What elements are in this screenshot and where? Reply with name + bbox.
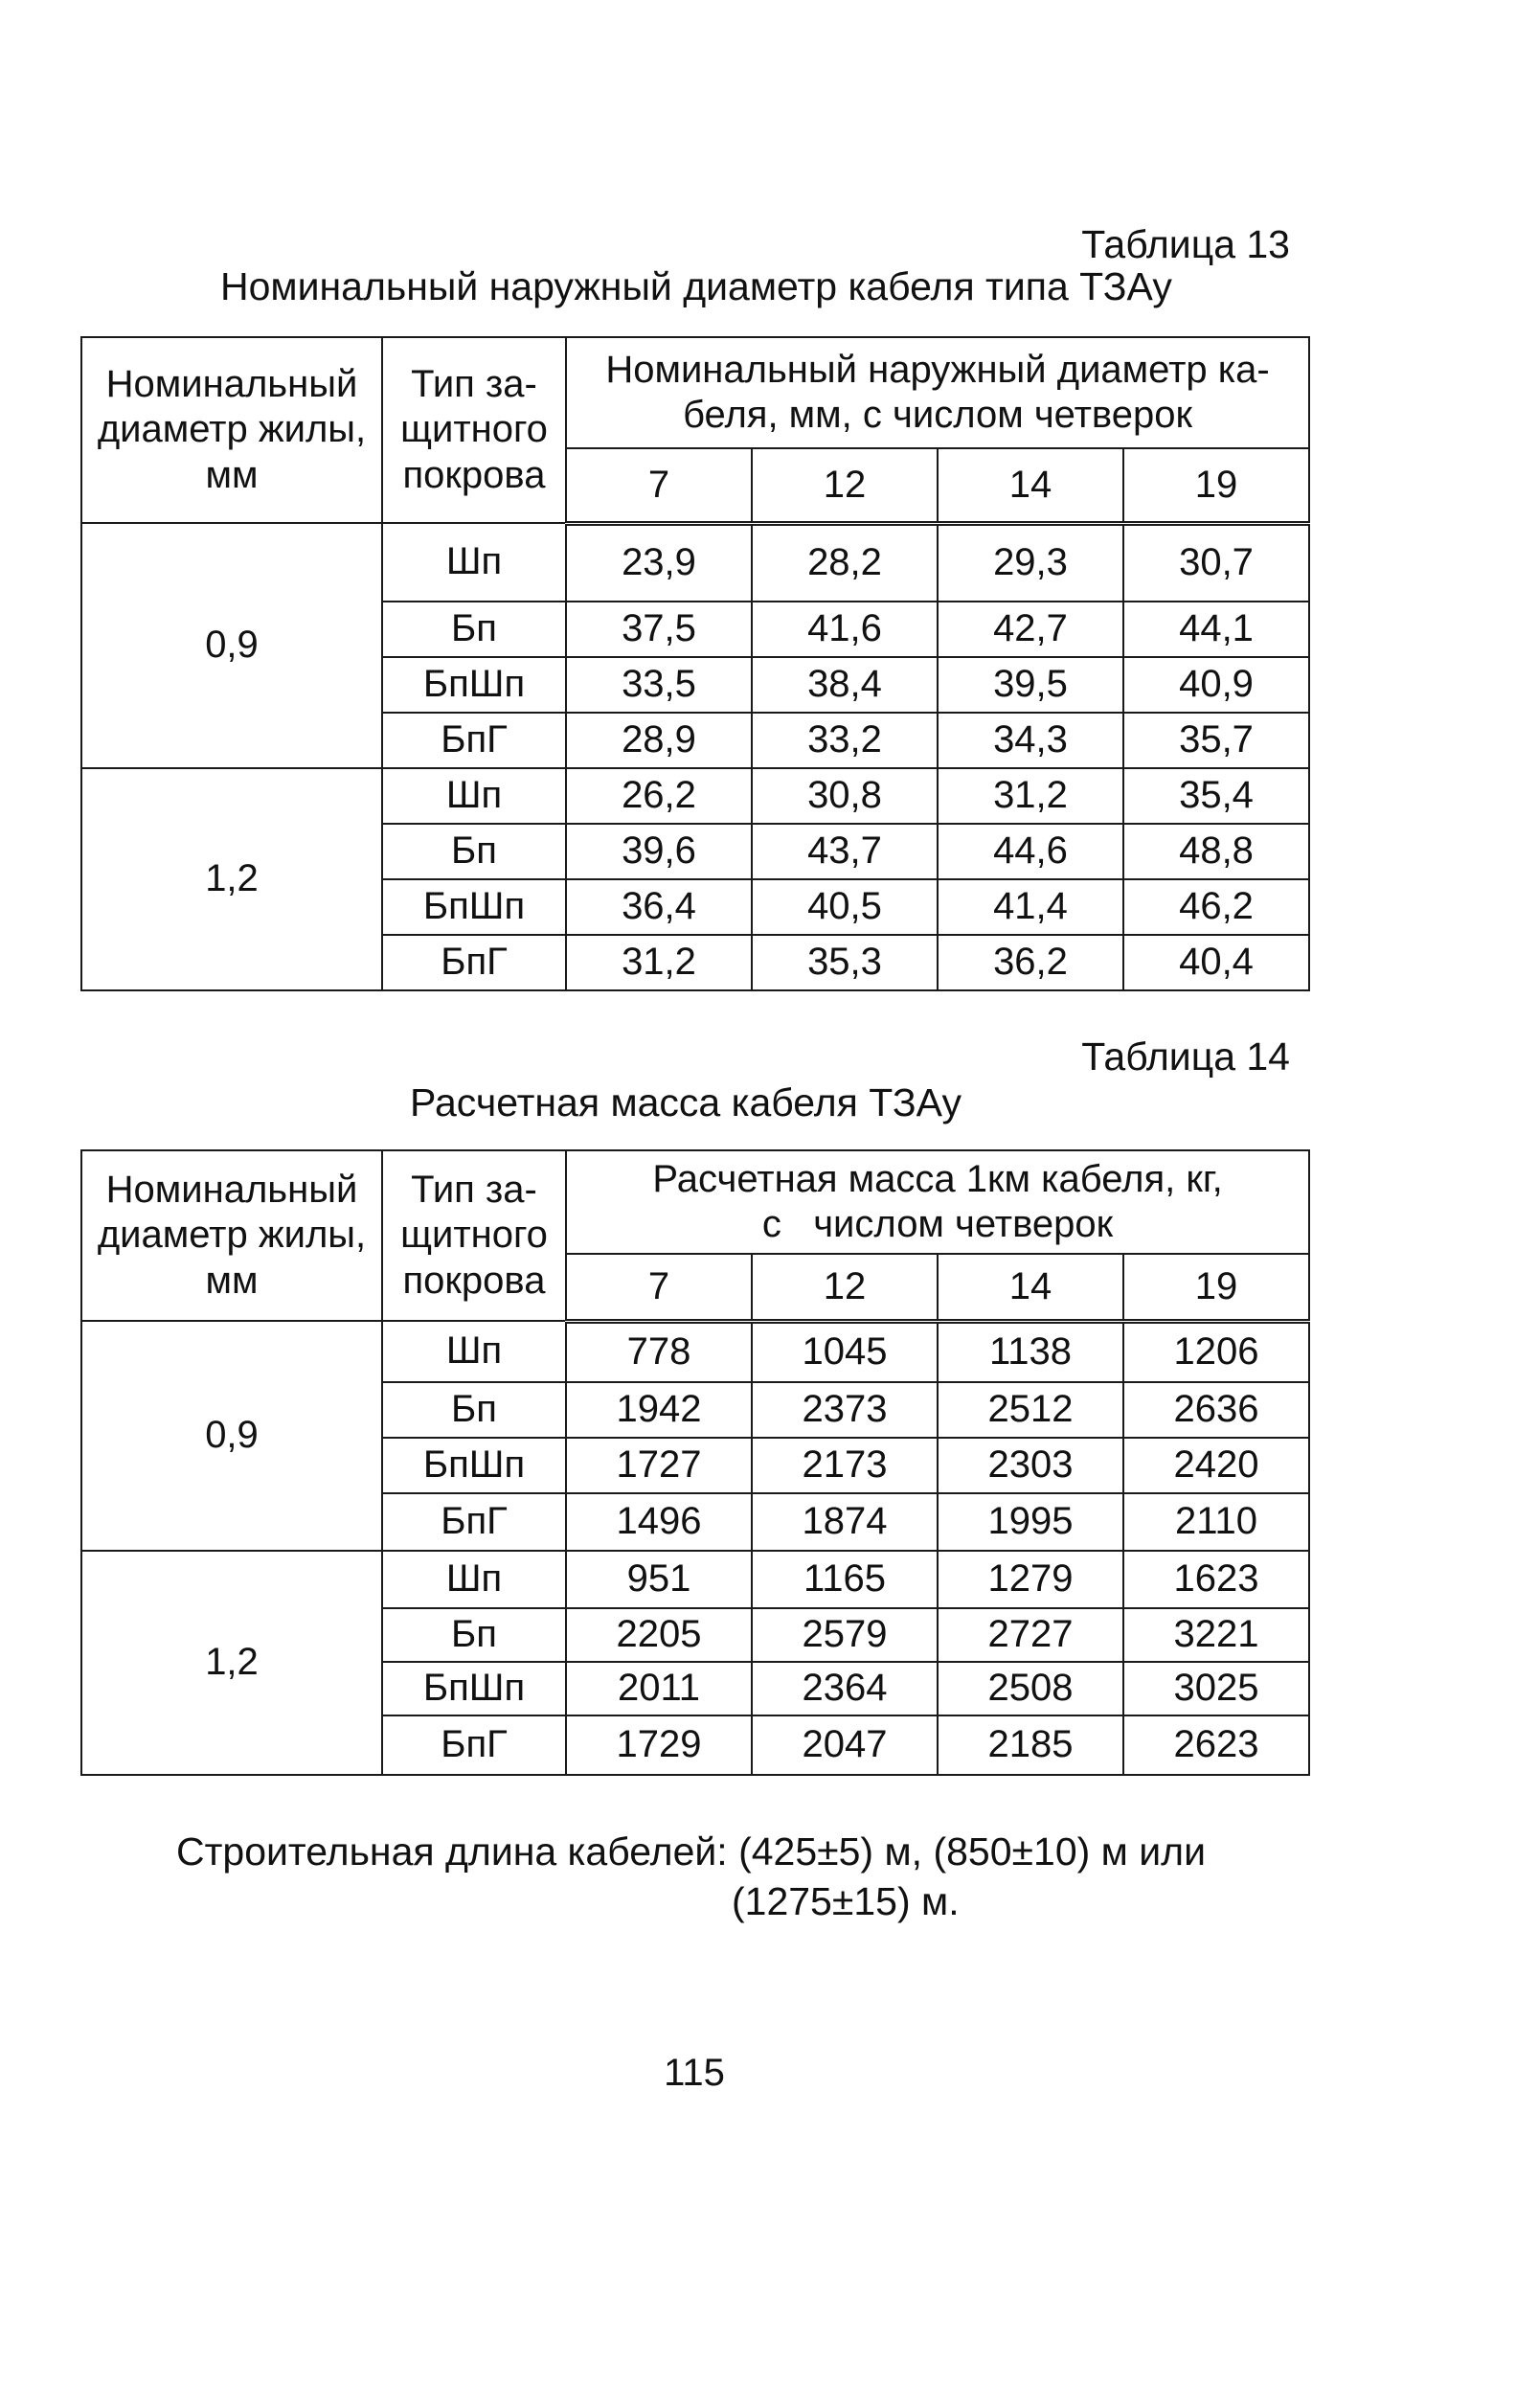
value-cell: 43,7	[752, 824, 938, 879]
value-cell: 40,4	[1123, 935, 1309, 990]
count-header: 14	[938, 1254, 1123, 1321]
value-cell: 28,2	[752, 523, 938, 602]
value-cell: 1874	[752, 1493, 938, 1551]
value-cell: 46,2	[1123, 879, 1309, 935]
type-cell: БпШп	[382, 879, 566, 935]
type-cell: Бп	[382, 1382, 566, 1438]
type-cell: БпШп	[382, 1662, 566, 1715]
value-cell: 38,4	[752, 657, 938, 713]
type-cell: Бп	[382, 602, 566, 657]
value-cell: 2373	[752, 1382, 938, 1438]
col-type-header: Тип за- щитного покрова	[382, 1150, 566, 1321]
type-cell: Шп	[382, 1551, 566, 1608]
value-cell: 30,7	[1123, 523, 1309, 602]
table-row	[81, 523, 1309, 602]
count-header: 19	[1123, 448, 1309, 523]
value-cell: 951	[566, 1551, 752, 1608]
table-row	[81, 768, 1309, 824]
group-header: Расчетная масса 1км кабеля, кг, с числом четверок	[566, 1150, 1309, 1254]
value-cell: 1138	[938, 1321, 1123, 1382]
type-cell: Шп	[382, 1321, 566, 1382]
type-cell: Шп	[382, 523, 566, 602]
value-cell: 2011	[566, 1662, 752, 1715]
value-cell: 2420	[1123, 1438, 1309, 1493]
count-header: 7	[566, 448, 752, 523]
value-cell: 39,5	[938, 657, 1123, 713]
value-cell: 35,3	[752, 935, 938, 990]
table-row	[81, 1321, 1309, 1382]
type-cell: БпШп	[382, 1438, 566, 1493]
value-cell: 1045	[752, 1321, 938, 1382]
value-cell: 1623	[1123, 1551, 1309, 1608]
value-cell: 37,5	[566, 602, 752, 657]
value-cell: 33,5	[566, 657, 752, 713]
table14-label: Таблица 14	[1081, 1034, 1290, 1079]
type-cell: БпГ	[382, 1493, 566, 1551]
value-cell: 31,2	[938, 768, 1123, 824]
value-cell: 28,9	[566, 713, 752, 768]
value-cell: 40,9	[1123, 657, 1309, 713]
type-cell: Бп	[382, 1608, 566, 1662]
type-cell: БпГ	[382, 935, 566, 990]
cable-length-note: Строительная длина кабелей: (425±5) м, (850±10) м или	[176, 1829, 1206, 1874]
value-cell: 2508	[938, 1662, 1123, 1715]
value-cell: 39,6	[566, 824, 752, 879]
count-header: 12	[752, 448, 938, 523]
value-cell: 48,8	[1123, 824, 1309, 879]
value-cell: 1942	[566, 1382, 752, 1438]
value-cell: 2727	[938, 1608, 1123, 1662]
value-cell: 1279	[938, 1551, 1123, 1608]
diameter-cell: 1,2	[81, 768, 382, 990]
group-header: Номинальный наружный диаметр ка- беля, мм, с числом четверок	[566, 337, 1309, 448]
value-cell: 44,6	[938, 824, 1123, 879]
type-cell: Шп	[382, 768, 566, 824]
value-cell: 2047	[752, 1715, 938, 1775]
value-cell: 41,4	[938, 879, 1123, 935]
table-row	[81, 1551, 1309, 1608]
type-cell: Бп	[382, 824, 566, 879]
value-cell: 778	[566, 1321, 752, 1382]
value-cell: 36,2	[938, 935, 1123, 990]
value-cell: 35,4	[1123, 768, 1309, 824]
value-cell: 23,9	[566, 523, 752, 602]
table14-title: Расчетная масса кабеля ТЗАу	[410, 1080, 962, 1124]
value-cell: 1729	[566, 1715, 752, 1775]
value-cell: 2185	[938, 1715, 1123, 1775]
value-cell: 3221	[1123, 1608, 1309, 1662]
value-cell: 2636	[1123, 1382, 1309, 1438]
count-header: 7	[566, 1254, 752, 1321]
type-cell: БпГ	[382, 713, 566, 768]
value-cell: 3025	[1123, 1662, 1309, 1715]
value-cell: 34,3	[938, 713, 1123, 768]
value-cell: 2303	[938, 1438, 1123, 1493]
count-header: 19	[1123, 1254, 1309, 1321]
diameter-cell: 0,9	[81, 523, 382, 768]
value-cell: 1165	[752, 1551, 938, 1608]
col-diameter-header: Номинальный диаметр жилы, мм	[81, 1150, 382, 1321]
value-cell: 2364	[752, 1662, 938, 1715]
value-cell: 2173	[752, 1438, 938, 1493]
value-cell: 35,7	[1123, 713, 1309, 768]
table13-label: Таблица 13	[1081, 222, 1290, 266]
value-cell: 2205	[566, 1608, 752, 1662]
value-cell: 41,6	[752, 602, 938, 657]
value-cell: 1206	[1123, 1321, 1309, 1382]
value-cell: 26,2	[566, 768, 752, 824]
diameter-cell: 1,2	[81, 1551, 382, 1775]
value-cell: 44,1	[1123, 602, 1309, 657]
table13-title: Номинальный наружный диаметр кабеля типа ТЗАу	[220, 264, 1172, 308]
value-cell: 2512	[938, 1382, 1123, 1438]
col-diameter-header: Номинальный диаметр жилы, мм	[81, 337, 382, 523]
value-cell: 29,3	[938, 523, 1123, 602]
count-header: 12	[752, 1254, 938, 1321]
value-cell: 42,7	[938, 602, 1123, 657]
value-cell: 2110	[1123, 1493, 1309, 1551]
col-type-header: Тип за- щитного покрова	[382, 337, 566, 523]
table13	[80, 336, 1310, 991]
value-cell: 30,8	[752, 768, 938, 824]
value-cell: 2623	[1123, 1715, 1309, 1775]
type-cell: БпШп	[382, 657, 566, 713]
table14	[80, 1149, 1310, 1776]
type-cell: БпГ	[382, 1715, 566, 1775]
value-cell: 2579	[752, 1608, 938, 1662]
value-cell: 1496	[566, 1493, 752, 1551]
value-cell: 1995	[938, 1493, 1123, 1551]
value-cell: 31,2	[566, 935, 752, 990]
value-cell: 33,2	[752, 713, 938, 768]
value-cell: 1727	[566, 1438, 752, 1493]
page-number: 115	[664, 2052, 725, 2094]
value-cell: 36,4	[566, 879, 752, 935]
count-header: 14	[938, 448, 1123, 523]
cable-length-note-cont: (1275±15) м.	[732, 1879, 960, 1923]
diameter-cell: 0,9	[81, 1321, 382, 1551]
value-cell: 40,5	[752, 879, 938, 935]
